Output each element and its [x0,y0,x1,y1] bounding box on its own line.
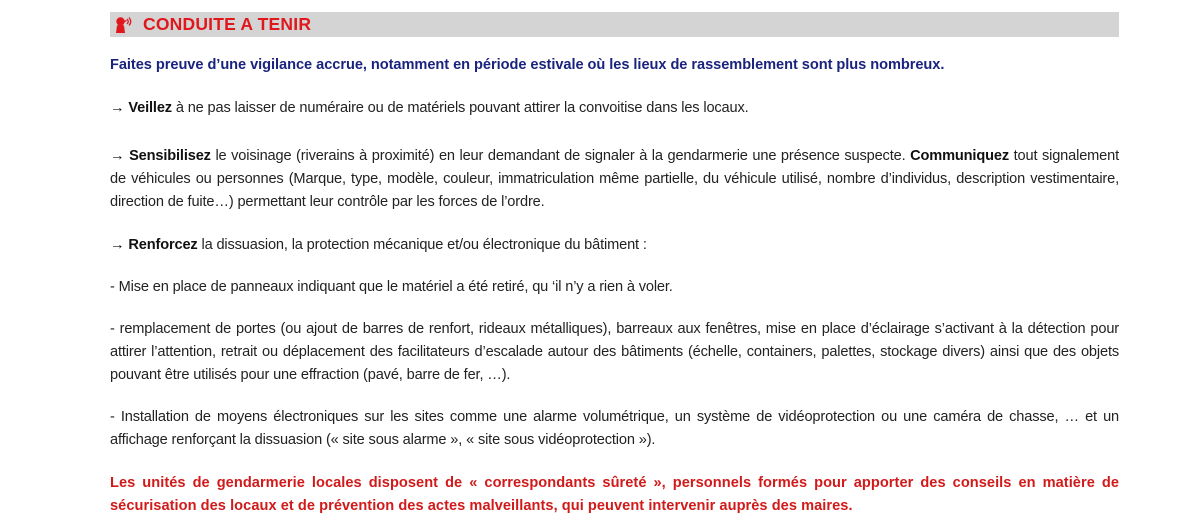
arrow-icon: → [110,237,125,253]
sensibilisez-keyword: Sensibilisez [129,148,211,164]
section-title: CONDUITE A TENIR [143,14,312,34]
communiquez-text: tout signalement de véhicules ou personnes (Marque, type, modèle, couleur, immatriculation même partielle, du véhicule utilisé, nombre d’individus, description vestimentaire, direction de fuite…) permettant leur contrôle par les forces de l’ordre. [110,148,1120,210]
list-item: - remplacement de portes (ou ajout de barres de renfort, rideaux métalliques), barreaux aux fenêtres, mise en place d’éclairage s’activant à la détection pour attirer l’attention, retrait ou déplacement des facilitateurs d’escalade autour des bâtiments (échelle, containers, palettes, stockage divers) ainsi que des objets pouvant être utilisés pour une effraction (pavé, barre de fer, …). [110,321,1119,383]
conclusion-paragraph: Les unités de gendarmerie locales disposent de « correspondants sûreté », personnels formés pour apporter des conseils en matière de sécurisation des locaux et de prévention des actes malveillants, qui peuvent intervenir auprès des maires. [110,475,1119,514]
arrow-icon: → [110,100,125,116]
section-header [110,12,1119,37]
communiquez-keyword: Communiquez [910,148,1009,164]
list-item: - Mise en place de panneaux indiquant que le matériel a été retiré, qu ‘il n’y a rien à voler. [110,279,673,295]
list-item: - Installation de moyens électroniques sur les sites comme une alarme volumétrique, un système de vidéoprotection ou une caméra de chasse, … et un affichage renforçant la dissuasion (« site sous alarme », « site sous vidéoprotection »). [110,409,1119,448]
speaker-icon [114,16,134,34]
renforcez-keyword: Renforcez [128,237,198,253]
veillez-paragraph [110,97,1119,120]
document-page [110,12,1119,518]
arrow-icon: → [110,148,125,164]
veillez-text: à ne pas laisser de numéraire ou de matériels pouvant attirer la convoitise dans les locaux. [171,100,749,116]
veillez-keyword: Veillez [128,100,172,116]
intro-paragraph: Faites preuve d’une vigilance accrue, notamment en période estivale où les lieux de rassemblement sont plus nombreux. [110,57,945,73]
sensibilisez-text: le voisinage (riverains à proximité) en leur demandant de signaler à la gendarmerie une présence suspecte. [210,148,911,164]
sensibilisez-paragraph [110,145,1119,214]
renforcez-paragraph [110,234,1119,257]
renforcez-text: la dissuasion, la protection mécanique et/ou électronique du bâtiment : [197,237,647,253]
